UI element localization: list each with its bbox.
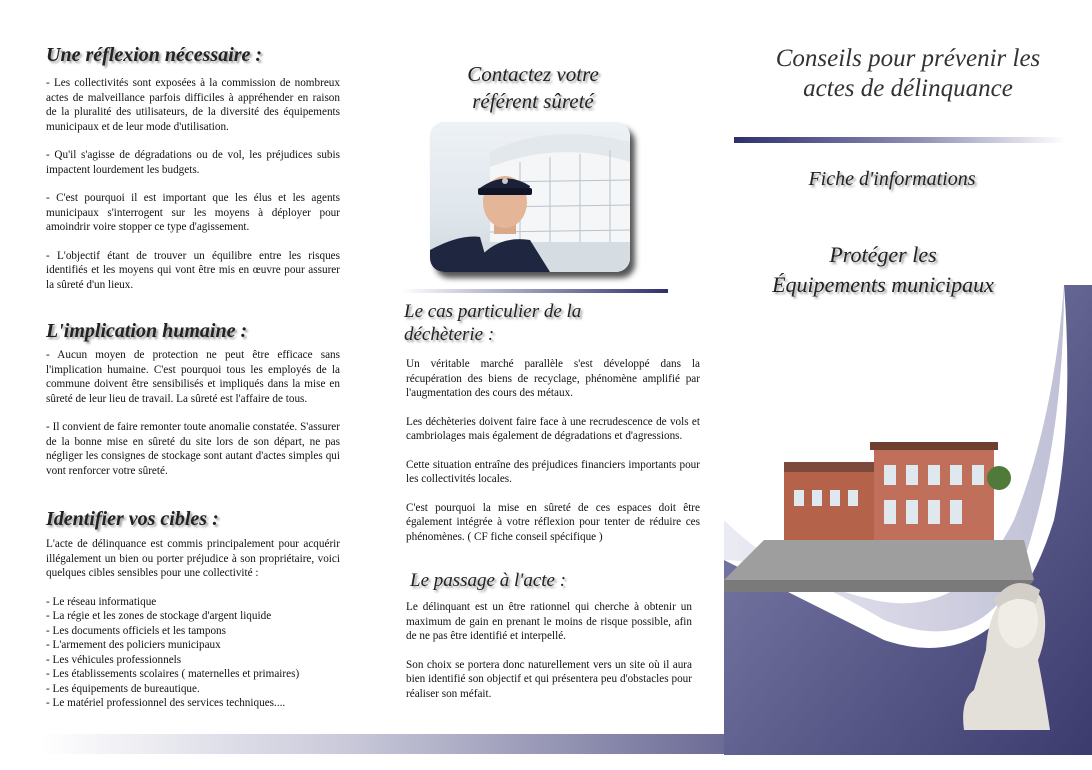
section-title-implication: L'implication humaine : [46,320,248,342]
paragraph: - Il convient de faire remonter toute anomalie constatée. S'assurer de la bonne mise en sûreté du site lors de son départ, ne pas négliger les consignes de stockage sont autant d'actes simples qui vont renforcer votre sûreté. [46,421,340,477]
police-officer-photo [430,122,630,272]
cover-panel [724,0,1092,770]
paragraph: Les déchèteries doivent faire face à une recrudescence de vols et cambriolages mais également de dégradations et d'agressions. [406,415,700,442]
dechetterie-title: Le cas particulier de la déchèterie : [404,301,582,345]
list-item: - Les établissements scolaires ( maternelles et primaires) [46,668,300,680]
paragraph: - C'est pourquoi il est important que les élus et les agents municipaux s'interrogent sur les moyens à déployer pour amoindrir voire stopper ce type d'agissement. [46,192,340,233]
section-title-reflexion: Une réflexion nécessaire : [46,44,263,66]
list-item: - Les équipements de bureautique. [46,682,200,695]
paragraph: - Les collectivités sont exposées à la commission de nombreux actes de malveillance parfois difficiles à appréhender en raison de la pluralité des utilisateurs, de la diversité des équipements municipaux et de leur mode d'utilisation. [46,77,340,133]
implication-text [46,348,340,478]
paragraph: Un véritable marché parallèle s'est développé dans la récupération des biens de recyclage, phénomène amplifié par l'augmentation des cours des métaux. [406,358,700,399]
list-item: - Le matériel professionnel des services techniques.... [46,697,286,709]
paragraph: Le délinquant est un être rationnel qui cherche à obtenir un maximum de gain en prenant le moins de risque possible, afin de ne pas être identifié et interpellé. [406,601,692,642]
police-officer-illustration [430,122,630,272]
cover-topic: Protéger les Équipements municipaux [772,242,994,297]
cibles-text [46,537,340,711]
list-item: - L'armement des policiers municipaux [46,639,221,651]
list-item: - Le réseau informatique [46,595,157,608]
paragraph: - Qu'il s'agisse de dégradations ou de vol, les préjudices subis impactent lourdement les budgets. [46,149,340,176]
bottom-gradient-bar [40,734,724,754]
list-item: - Les véhicules professionnels [46,653,182,666]
cover-subtitle: Fiche d'informations [808,168,976,190]
paragraph: Cette situation entraîne des préjudices financiers importants pour les collectivités locales. [406,458,700,485]
paragraph: Son choix se portera donc naturellement vers un site où il aura bien identifié son objectif et qui présentera peu d'obstacles pour réaliser son méfait. [406,658,692,700]
target-list [46,595,340,711]
list-item: - Les documents officiels et les tampons [46,624,226,637]
decorative-wave [724,0,1092,770]
paragraph: - Aucun moyen de protection ne peut être efficace sans l'implication humaine. C'est pourquoi tous les employés de la commune doivent être sensibilisés et impliqués dans la mise en sûreté de leur lieu de travail. La sûreté est l'affaire de tous. [46,349,340,405]
section-title-passage: Le passage à l'acte : [410,570,567,591]
section-divider [402,289,668,293]
contact-title: Contactez votre référent sûreté [467,62,599,113]
list-item: - La régie et les zones de stockage d'argent liquide [46,610,272,622]
cover-divider [734,137,1066,143]
paragraph: - L'objectif étant de trouver un équilibre entre les risques identifiés et les moyens qui vont être mis en œuvre pour assurer la sûreté d'un lieux. [46,249,340,291]
reflexion-text [46,76,340,292]
dechetterie-text [406,357,700,544]
passage-text [406,600,692,701]
section-title-cibles: Identifier vos cibles : [46,508,219,530]
paragraph: C'est pourquoi la mise en sûreté de ces espaces doit être également intégrée à votre réflexion pour tenter de réduire ces phénomènes. ( CF fiche conseil spécifique ) [406,501,700,543]
cover-title: Conseils pour prévenir les actes de délinquance [775,45,1041,102]
paragraph: L'acte de délinquance est commis principalement pour acquérir illégalement un bien ou porter préjudice à son propriétaire, voici quelques cibles sensibles pour une collectivité : [46,538,340,579]
building-illustration [724,442,1034,592]
